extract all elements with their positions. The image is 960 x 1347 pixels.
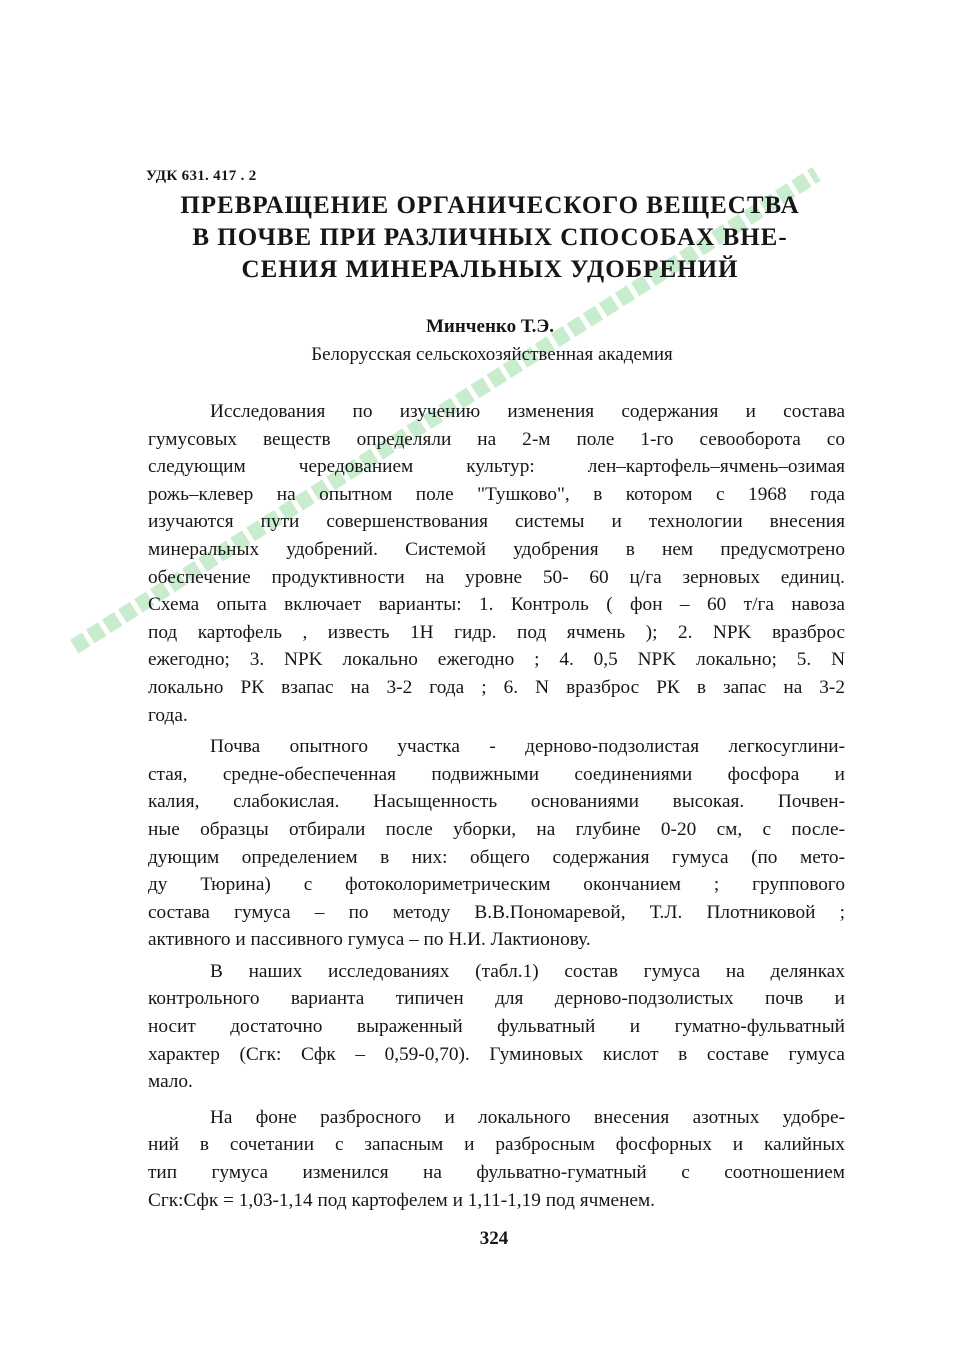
author-affiliation: Белорусская сельскохозяйственная академия <box>311 344 673 365</box>
text-line: под картофель , известь 1Н гидр. под ячмень ); 2. NPK вразброс <box>148 621 845 643</box>
text-line: контрольного варианта типичен для дерново-подзолистых почв и <box>148 988 845 1010</box>
text-line: ний в сочетании с запасным и разбросным фосфорных и калийных <box>148 1134 845 1156</box>
paragraph-3 <box>148 958 845 1096</box>
text-line: дующим определением в них: общего содержания гумуса (по мето- <box>148 846 845 868</box>
udk-code: УДК 631. 417 . 2 <box>146 168 257 184</box>
text-line: изучаются пути совершенствования системы и технологии внесения <box>148 511 845 533</box>
text-line: локально РК взапас на 3-2 года ; 6. N вразброс РК в запас на 3-2 <box>148 676 845 698</box>
title-line: В ПОЧВЕ ПРИ РАЗЛИЧНЫХ СПОСОБАХ ВНЕ- <box>192 224 788 251</box>
text-line: Исследования по изучению изменения содержания и состава <box>210 401 845 422</box>
text-line: ду Тюрина) с фотоколориметрическим окончанием ; группового <box>148 874 845 896</box>
paragraph-1 <box>148 398 845 729</box>
paragraph-2 <box>148 733 845 954</box>
text-line: носит достаточно выраженный фульватный и гуматно-фульватный <box>148 1016 845 1038</box>
author-name: Минченко Т.Э. <box>425 316 555 337</box>
text-line: минеральных удобрений. Системой удобрения в нем предусмотрено <box>148 538 845 560</box>
article-title <box>120 190 860 286</box>
paragraph-4 <box>148 1104 845 1214</box>
text-line: Сгк:Сфк = 1,03-1,14 под картофелем и 1,11-1,19 под ячменем. <box>148 1189 655 1211</box>
text-line: стая, средне-обеспеченная подвижными соединениями фосфора и <box>148 763 845 785</box>
text-line: калия, слабокислая. Насыщенность основаниями высокая. Почвен- <box>148 791 845 813</box>
text-line: состава гумуса – по методу В.В.Пономаревой, Т.Л. Плотниковой ; <box>148 901 845 923</box>
text-line: На фоне разбросного и локального внесения азотных удобре- <box>210 1106 845 1128</box>
text-line: ежегодно; 3. NPK локально ежегодно ; 4. 0,5 NPK локально; 5. N <box>148 649 845 671</box>
text-line: следующим чередованием культур: лен–картофель–ячмень–озимая <box>148 456 845 478</box>
text-line: Схема опыта включает варианты: 1. Контроль ( фон – 60 т/га навоза <box>148 594 845 616</box>
title-line: СЕНИЯ МИНЕРАЛЬНЫХ УДОБРЕНИЙ <box>241 256 739 283</box>
text-line: мало. <box>148 1071 193 1093</box>
text-line: рожь–клевер на опытном поле "Тушково", в котором с 1968 года <box>148 483 845 505</box>
text-line: активного и пассивного гумуса – по Н.И. Лактионову. <box>148 929 591 951</box>
article-body <box>148 398 845 1214</box>
text-line: тип гумуса изменился на фульватно-гуматный с соотношением <box>148 1162 845 1184</box>
text-line: года. <box>148 704 188 726</box>
text-line: гумусовых веществ определяли на 2-м поле 1-го севооборота со <box>148 428 845 450</box>
title-line: ПРЕВРАЩЕНИЕ ОРГАНИЧЕСКОГО ВЕЩЕСТВА <box>180 192 800 219</box>
text-line: обеспечение продуктивности на уровне 50- 60 ц/га зерновых единиц. <box>148 566 845 588</box>
text-line: В наших исследованиях (табл.1) состав гумуса на делянках <box>210 960 845 982</box>
page-number: 324 <box>479 1228 509 1249</box>
text-line: ные образцы отбирали после уборки, на глубине 0-20 см, с после- <box>148 818 845 840</box>
text-line: характер (Сгк: Сфк – 0,59-0,70). Гуминовых кислот в составе гумуса <box>148 1043 845 1065</box>
text-line: Почва опытного участка - дерново-подзолистая легкосуглини- <box>210 736 845 758</box>
